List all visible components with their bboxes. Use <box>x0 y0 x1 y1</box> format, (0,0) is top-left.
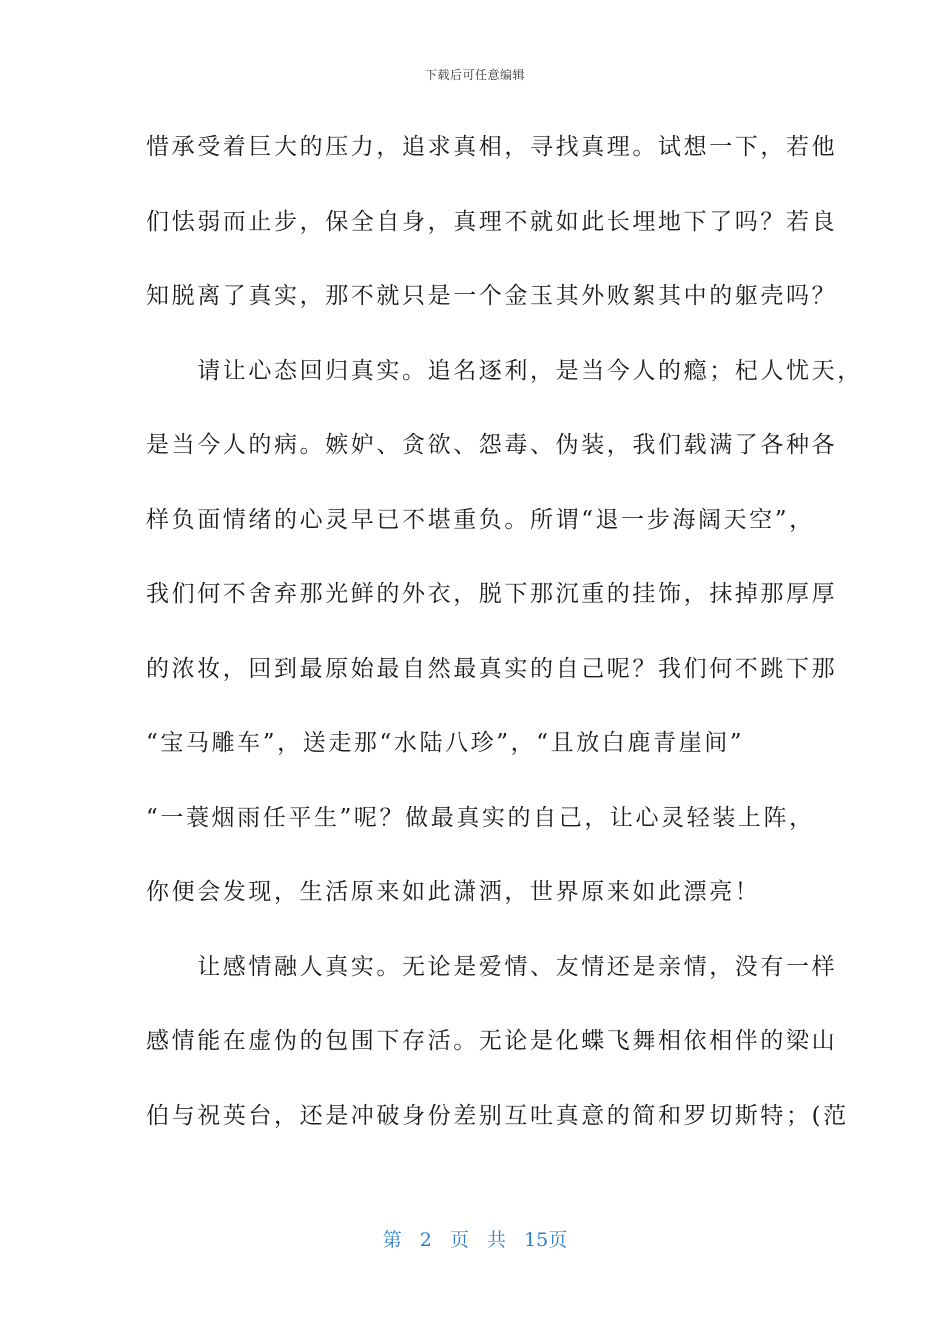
text-line: 我们何不舍弃那光鲜的外衣，脱下那沉重的挂饰，抹掉那厚厚 <box>146 581 838 607</box>
text-line: 的浓妆，回到最原始最自然最真实的自己呢？我们何不跳下那 <box>146 655 838 682</box>
text-line: “宝马雕车”，送走那“水陆八珍”，“且放白鹿青崖间” <box>146 730 745 756</box>
text-line: 伯与祝英台，还是冲破身份差别互吐真意的简和罗切斯特；(范 <box>146 1102 849 1129</box>
text-line: 请让心态回归真实。追名逐利，是当今人的瘾；杞人忧天， <box>146 357 863 384</box>
total-label: 共 <box>487 1229 507 1251</box>
text-line: 样负面情绪的心灵早已不堪重负。所谓“退一步海阔天空”， <box>146 506 815 533</box>
text-line: 惜承受着巨大的压力，追求真相，寻找真理。试想一下，若他 <box>146 134 838 160</box>
page-number: 2 <box>419 1229 432 1251</box>
text-line: 们怯弱而止步，保全自身，真理不就如此长埋地下了吗？若良 <box>146 208 838 235</box>
page-label: 第 <box>382 1229 402 1251</box>
page-unit: 页 <box>449 1229 469 1251</box>
text-line: 是当今人的病。嫉妒、贪欲、怨毒、伪装，我们载满了各种各 <box>146 432 838 458</box>
text-line: 知脱离了真实，那不就只是一个金玉其外败絮其中的躯壳吗？ <box>146 283 838 309</box>
text-line: 你便会发现，生活原来如此潇洒，世界原来如此漂亮！ <box>146 879 761 905</box>
page-header-note: 下载后可任意编辑 <box>424 68 525 82</box>
document-body <box>146 122 863 1165</box>
text-line: “一蓑烟雨任平生”呢？做最真实的自己，让心灵轻装上阵， <box>146 804 815 831</box>
text-line: 感情能在虚伪的包围下存活。无论是化蝶飞舞相依相伴的梁山 <box>146 1028 838 1054</box>
page-footer <box>0 1225 950 1252</box>
total-pages: 15页 <box>524 1229 568 1251</box>
text-line: 让感情融人真实。无论是爱情、友情还是亲情，没有一样 <box>146 953 838 980</box>
